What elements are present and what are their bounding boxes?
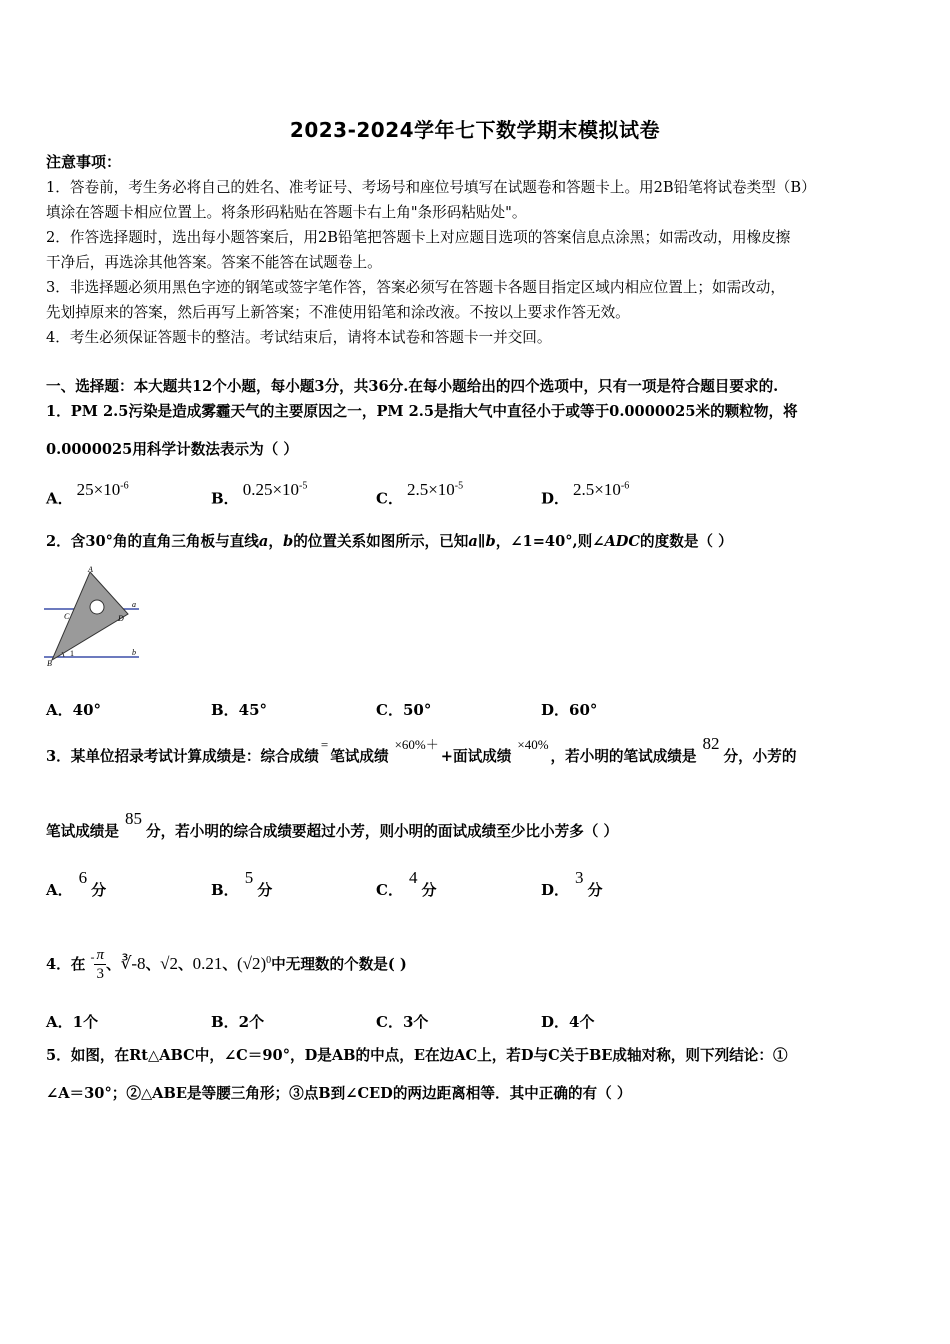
q2-text: ， — [268, 533, 283, 550]
label-B: B — [47, 659, 52, 668]
q3-weight-1: ×60%＋ — [394, 737, 439, 752]
q4-option-d[interactable]: D．4个 — [541, 1013, 595, 1031]
option-exponent: -6 — [120, 480, 129, 491]
q4-text: 中无理数的个数是( ) — [271, 955, 407, 973]
option-unit: 分 — [421, 881, 437, 899]
notice-line: 4．考生必须保证答题卡的整洁。考试结束后，请将本试卷和答题卡一并交回。 — [46, 329, 552, 346]
q3-text: 3．某单位招录考试计算成绩是：综合成绩 — [46, 748, 319, 765]
option-value: 4 — [408, 868, 418, 887]
q4-power-exponent: 0 — [266, 955, 272, 966]
question-5-line-2: ∠A＝30°；②△ABE是等腰三角形；③点B到∠CED的两边距离相等．其中正确的有（ ） — [46, 1085, 632, 1102]
option-label: C． — [376, 489, 403, 508]
q2-option-a[interactable]: A．40° — [46, 701, 102, 719]
option-exponent: -5 — [299, 480, 308, 491]
question-1-line-2: 0.0000025用科学计数法表示为（ ） — [46, 441, 298, 458]
label-line-a: a — [132, 600, 136, 609]
page-title: 2023-2024学年七下数学期末模拟试卷 — [289, 118, 661, 142]
q4-power-base: (√2) — [236, 953, 267, 973]
q4-fraction-pi-over-3 — [94, 946, 106, 983]
notice-line: 3．非选择题必须用黑色字迹的钢笔或签字笔作答，答案必须写在答题卡各题目指定区域内相应位置上；如需改动， — [46, 279, 785, 296]
option-unit: 分 — [587, 881, 603, 899]
q3-option-c[interactable] — [376, 868, 437, 900]
option-value: 3 — [575, 868, 584, 887]
option-unit: 分 — [91, 881, 107, 899]
q3-option-d[interactable] — [541, 868, 603, 900]
label-A: A — [88, 565, 93, 574]
q4-denominator: 3 — [96, 966, 104, 983]
label-C: C — [64, 612, 70, 621]
q4-decimal: 0.21 — [192, 953, 223, 973]
notice-line: 2．作答选择题时，选出每小题答案后，用2B铅笔把答题卡上对应题目选项的答案信息点涂黑；如需改动，用橡皮擦 — [46, 229, 791, 246]
option-value: 6 — [78, 868, 88, 887]
q3-option-b[interactable] — [211, 868, 273, 900]
q4-separator: 、 — [105, 955, 121, 973]
q3-option-a[interactable] — [46, 868, 107, 900]
q3-text: 分，小芳的 — [723, 748, 797, 765]
q4-pi: π — [96, 947, 104, 964]
option-exponent: -5 — [454, 480, 464, 491]
question-5-line-1: 5．如图，在Rt△ABC中，∠C＝90°，D是AB的中点，E在边AC上，若D与C关于BE成轴对称，则下列结论：① — [46, 1047, 788, 1064]
option-value: 5 — [244, 868, 254, 887]
q4-cube-root: ∛-8 — [120, 953, 146, 973]
triangle-hole — [90, 600, 104, 614]
q3-equals: = — [320, 737, 329, 752]
label-D: D — [118, 614, 124, 623]
q3-weight-2: ×40% — [517, 737, 549, 752]
option-label: A． — [46, 881, 73, 899]
q1-option-d[interactable] — [541, 479, 630, 509]
q4-option-b[interactable]: B．2个 — [211, 1013, 265, 1031]
option-exponent: -6 — [620, 480, 630, 491]
option-label: C． — [376, 881, 403, 899]
q2-text: 的度数是（ ） — [640, 533, 733, 550]
label-line-b: b — [132, 648, 136, 657]
q2-var-a: a — [258, 533, 269, 550]
q4-separator: 、 — [178, 955, 193, 973]
q4-option-a[interactable]: A．1个 — [46, 1013, 99, 1031]
section-heading: 一、选择题：本大题共12个小题，每小题3分，共36分.在每小题给出的四个选项中，只有一项是符合题目要求的. — [46, 378, 779, 395]
q3-text: 笔试成绩是 — [46, 823, 119, 840]
option-value: 2.5×10 — [573, 479, 621, 499]
notice-line: 干净后，再选涂其他答案。答案不能答在试题卷上。 — [46, 254, 382, 271]
option-label: B． — [211, 489, 239, 508]
q4-separator: 、 — [222, 955, 237, 973]
q2-text: ，∠1=40°,则∠ — [495, 533, 605, 550]
q2-option-b[interactable]: B．45° — [211, 701, 268, 719]
question-1-line-1: 1．PM 2.5污染是造成雾霾天气的主要原因之一，PM 2.5是指大气中直径小于或等于0.0000025米的颗粒物，将 — [46, 403, 798, 420]
q4-separator: 、 — [145, 955, 161, 973]
q4-minus: - — [90, 949, 95, 964]
notice-line: 先划掉原来的答案，然后再写上新答案；不准使用铅笔和涂改液。不按以上要求作答无效。 — [46, 304, 630, 321]
q1-option-b[interactable] — [211, 479, 308, 509]
q4-text: 4．在 — [46, 955, 86, 973]
option-unit: 分 — [257, 881, 273, 899]
q3-score-fang: 85 — [124, 809, 142, 828]
q3-score-ming: 82 — [702, 734, 720, 753]
q2-angle-adc: ADC — [604, 533, 641, 550]
option-value: 2.5×10 — [406, 479, 455, 499]
notice-heading: 注意事项： — [46, 153, 122, 171]
q2-parallel: a∥b — [468, 533, 496, 550]
notice-line: 1．答卷前，考生务必将自己的姓名、准考证号、考场号和座位号填写在试题卷和答题卡上。用2B铅笔将试卷类型（B） — [46, 179, 816, 196]
q3-text: 笔试成绩 — [330, 748, 389, 765]
q3-text: ，若小明的笔试成绩是 — [550, 748, 697, 765]
option-value: 25×10 — [76, 479, 121, 499]
q4-option-c[interactable]: C．3个 — [376, 1013, 429, 1031]
q1-option-a[interactable] — [46, 479, 129, 509]
q3-text: +面试成绩 — [440, 748, 512, 765]
option-label: D． — [541, 881, 570, 899]
q2-text: 的位置关系如图所示，已知 — [293, 533, 469, 550]
option-label: A． — [46, 489, 73, 508]
question-3-line-1 — [46, 734, 797, 767]
q3-text: 分，若小明的综合成绩要超过小芳，则小明的面试成绩至少比小芳多（ ） — [145, 823, 619, 840]
triangle-figure — [44, 564, 144, 668]
q1-option-c[interactable] — [376, 479, 464, 509]
q2-option-d[interactable]: D．60° — [541, 701, 598, 719]
q2-option-c[interactable]: C．50° — [376, 701, 432, 719]
notice-line: 填涂在答题卡相应位置上。将条形码粘贴在答题卡右上角"条形码粘贴处"。 — [46, 204, 527, 221]
question-4-stem — [46, 944, 407, 983]
label-angle-1: 1 — [70, 649, 74, 658]
q2-text: 2．含30°角的直角三角板与直线 — [46, 533, 259, 550]
question-2-stem — [46, 532, 733, 552]
q2-var-b: b — [282, 533, 294, 550]
option-label: D． — [541, 489, 570, 508]
q4-sqrt2: √2 — [160, 953, 179, 973]
question-3-line-2 — [46, 809, 619, 842]
option-label: B． — [211, 881, 239, 899]
option-value: 0.25×10 — [242, 479, 300, 499]
